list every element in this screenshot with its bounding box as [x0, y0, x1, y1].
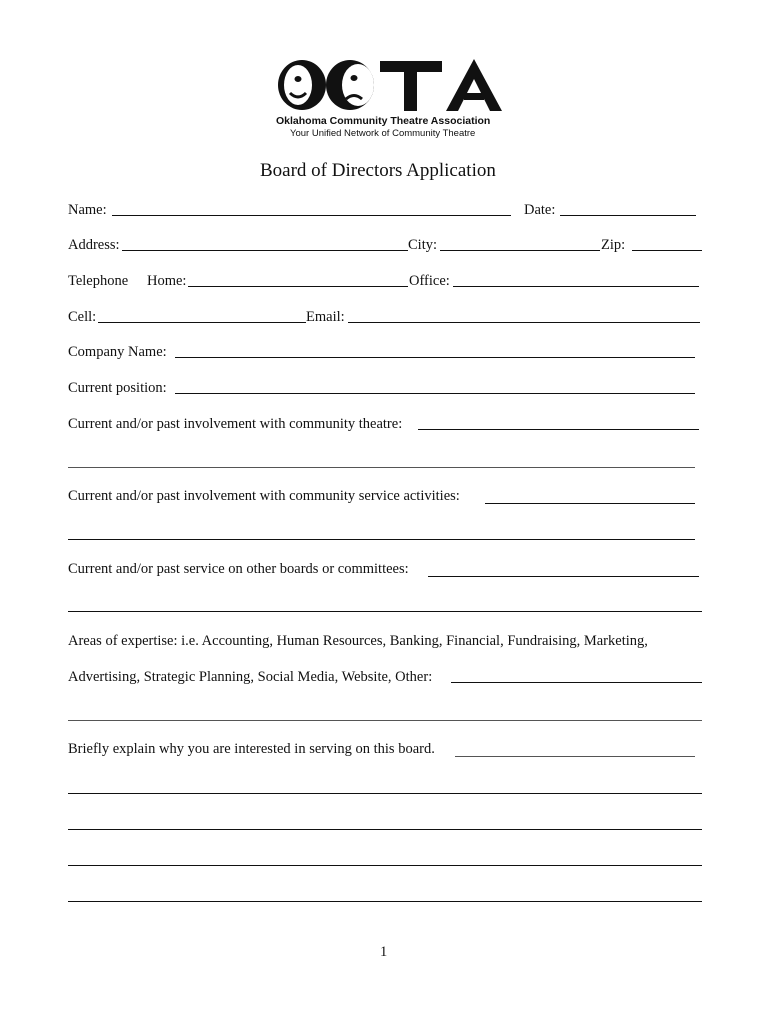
- company-label: Company Name:: [68, 344, 167, 360]
- date-field[interactable]: [560, 215, 696, 216]
- logo-org-name: Oklahoma Community Theatre Association: [276, 115, 491, 127]
- company-field[interactable]: [175, 357, 695, 358]
- home-phone-field[interactable]: [188, 286, 408, 287]
- name-field[interactable]: [112, 215, 511, 216]
- email-label: Email:: [306, 309, 345, 325]
- zip-field[interactable]: [632, 250, 702, 251]
- expertise-line-2[interactable]: [68, 720, 702, 721]
- interest-field[interactable]: [455, 756, 695, 757]
- zip-label: Zip:: [601, 237, 626, 253]
- service-involvement-field[interactable]: [485, 503, 695, 504]
- cell-phone-field[interactable]: [98, 322, 306, 323]
- service-involvement-label: Current and/or past involvement with community service activities:: [68, 488, 460, 504]
- page-number: 1: [380, 944, 388, 960]
- position-label: Current position:: [68, 380, 167, 396]
- address-field[interactable]: [122, 250, 408, 251]
- email-field[interactable]: [348, 322, 700, 323]
- page-title: Board of Directors Application: [260, 160, 496, 181]
- home-label: Home:: [147, 273, 187, 289]
- theatre-involvement-label: Current and/or past involvement with community theatre:: [68, 416, 403, 432]
- octa-logo: [268, 55, 518, 145]
- city-label: City:: [408, 237, 438, 253]
- interest-line-5[interactable]: [68, 901, 702, 902]
- boards-label: Current and/or past service on other boards or committees:: [68, 561, 409, 577]
- office-phone-field[interactable]: [453, 286, 699, 287]
- address-label: Address:: [68, 237, 120, 253]
- theatre-involvement-field[interactable]: [418, 429, 699, 430]
- interest-line-4[interactable]: [68, 865, 702, 866]
- expertise-label-2: Advertising, Strategic Planning, Social Media, Website, Other:: [68, 669, 433, 685]
- boards-field[interactable]: [428, 576, 699, 577]
- logo-tagline: Your Unified Network of Community Theatre: [290, 128, 476, 139]
- interest-line-3[interactable]: [68, 829, 702, 830]
- expertise-label-1: Areas of expertise: i.e. Accounting, Human Resources, Banking, Financial, Fundraising, Marketing,: [68, 633, 648, 649]
- office-label: Office:: [409, 273, 450, 289]
- cell-label: Cell:: [68, 309, 97, 325]
- position-field[interactable]: [175, 393, 695, 394]
- name-label: Name:: [68, 202, 107, 218]
- theatre-masks-logo-icon: [268, 55, 518, 115]
- interest-label: Briefly explain why you are interested in serving on this board.: [68, 741, 435, 757]
- service-involvement-line-2[interactable]: [68, 539, 695, 540]
- interest-line-2[interactable]: [68, 793, 702, 794]
- city-field[interactable]: [440, 250, 600, 251]
- expertise-field[interactable]: [451, 682, 702, 683]
- boards-line-2[interactable]: [68, 611, 702, 612]
- date-label: Date:: [524, 202, 556, 218]
- telephone-label: Telephone: [68, 273, 129, 289]
- theatre-involvement-line-2[interactable]: [68, 467, 695, 468]
